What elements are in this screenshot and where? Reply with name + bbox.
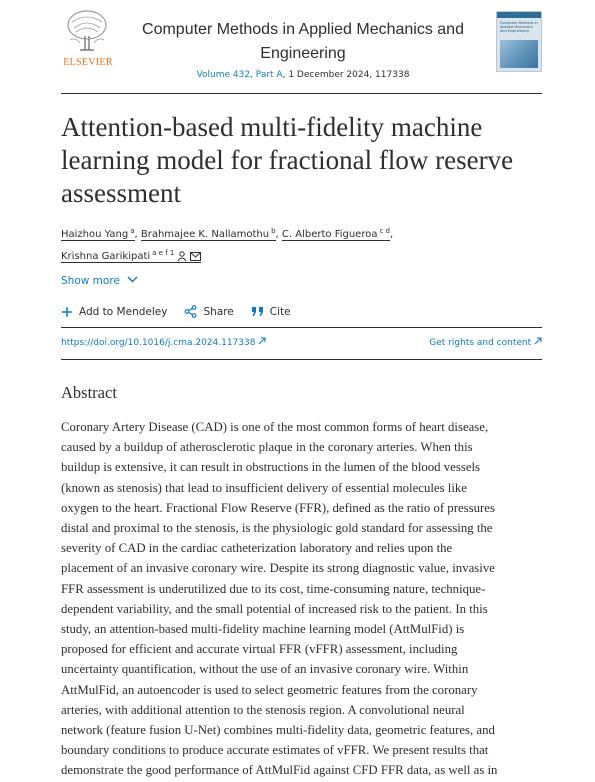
toolbar-divider xyxy=(61,327,542,328)
abstract-heading: Abstract xyxy=(61,383,117,402)
abstract-line: Coronary Artery Disease (CAD) is one of the most common forms of heart disease, xyxy=(61,420,489,434)
abstract-line: FFR assessment is underutilized due to its cost, time-consuming nature, technique- xyxy=(61,581,486,596)
abstract-line: boundary conditions to produce accurate estimates of vFFR. We present results that xyxy=(61,743,489,758)
show-more-button[interactable]: Show more xyxy=(61,275,138,287)
header-divider xyxy=(61,93,542,94)
cover-band xyxy=(497,12,541,18)
abstract-line: (known as stenosis) that lead to insufficient delivery of essential molecules like xyxy=(61,480,467,495)
share-button[interactable]: Share xyxy=(184,305,233,318)
doi-divider xyxy=(61,359,542,360)
article-title: Attention-based multi-fidelity machine learning model for fractional flow reserve assessment xyxy=(61,112,514,208)
abstract-line: placement of an invasive coronary wire. Despite its strong diagnostic value, invasive xyxy=(61,561,495,576)
share-icon xyxy=(184,305,197,318)
abstract-line: network (feature fusion U-Net) combines multi-fidelity data, geometric features, and xyxy=(61,723,495,738)
chevron-down-icon xyxy=(127,276,138,283)
journal-meta xyxy=(118,70,488,80)
elsevier-wordmark: ELSEVIER xyxy=(63,57,113,68)
add-to-mendeley-button[interactable]: Add to Mendeley xyxy=(61,306,167,318)
doi-row xyxy=(61,337,542,348)
external-link-icon xyxy=(258,337,266,345)
doi-link[interactable]: https://doi.org/10.1016/j.cma.2024.117338 xyxy=(61,337,266,348)
author-link[interactable]: Haizhou Yang $^a$ xyxy=(61,227,135,240)
author-link[interactable]: Brahmajee K. Nallamothu $^b$ xyxy=(140,227,276,240)
person-icon xyxy=(177,251,187,261)
abstract-line: proposed for efficient and accurate virtual FFR (vFFR) assessment, including xyxy=(61,642,458,657)
abstract-line: severity of CAD in the cardiac catheterization laboratory and relies upon the xyxy=(61,541,453,556)
rights-link[interactable]: Get rights and content xyxy=(429,337,542,348)
issue-date: , 1 December 2024, 117338 xyxy=(282,70,410,80)
external-link-icon xyxy=(534,337,542,345)
abstract-line: dependent variability, and the small potential of increased risk to the patient. In this xyxy=(61,601,488,616)
cite-button[interactable]: Cite xyxy=(251,306,291,318)
elsevier-tree-icon xyxy=(66,10,108,54)
abstract-line: oxygen to the heart. Fractional Flow Reserve (FFR), defined as the ratio of pressures xyxy=(61,500,495,515)
abstract-line: buildup is extensive, it can result in obstructions in the lumen of the blood vessels xyxy=(61,460,481,475)
abstract-line: uncertainty quantification, without the use of an invasive coronary wire. Within xyxy=(61,662,469,677)
elsevier-logo[interactable] xyxy=(62,10,112,70)
abstract-line: distal and proximal to the stenosis, is the physiologic gold standard for assessing the xyxy=(61,521,493,536)
author-list: Haizhou Yang $^a$, Brahmajee K. Nallamothu $^b$, C. Alberto Figueroa $^{c d}$, Krishna Garikipati $^{a e f 1}$ xyxy=(61,227,394,262)
abstract-line: study, an attention-based multi-fidelity machine learning model (AttMulFid) is xyxy=(61,622,465,637)
abstract-line: caused by a buildup of atherosclerotic plaque in the coronary arteries. When this xyxy=(61,440,473,455)
cover-title: Computer Methods in Applied Mechanics and Engineering xyxy=(500,21,538,33)
quote-icon xyxy=(251,306,264,317)
envelope-icon xyxy=(190,252,201,261)
author-link[interactable]: Krishna Garikipati $^{a e f 1}$ xyxy=(61,251,201,263)
author-link[interactable]: C. Alberto Figueroa $^{c d}$ xyxy=(281,227,391,240)
abstract-line: demonstrate the good performance of AttMulFid against CFD FFR data, as well as in xyxy=(61,763,498,778)
volume-link[interactable]: Volume 432, Part A xyxy=(196,70,283,80)
abstract-line: arteries, with additional attention to the stenosis region. A convolutional neural xyxy=(61,702,465,717)
abstract-body xyxy=(61,417,542,781)
journal-title[interactable]: Computer Methods in Applied Mechanics and Engineering xyxy=(142,21,464,62)
cover-artwork xyxy=(500,40,538,68)
plus-icon xyxy=(61,306,73,318)
abstract-line: AttMulFid, an autoencoder is used to select geometric features from the coronary xyxy=(61,682,478,697)
journal-cover-image[interactable] xyxy=(496,11,542,72)
article-toolbar xyxy=(61,305,291,318)
